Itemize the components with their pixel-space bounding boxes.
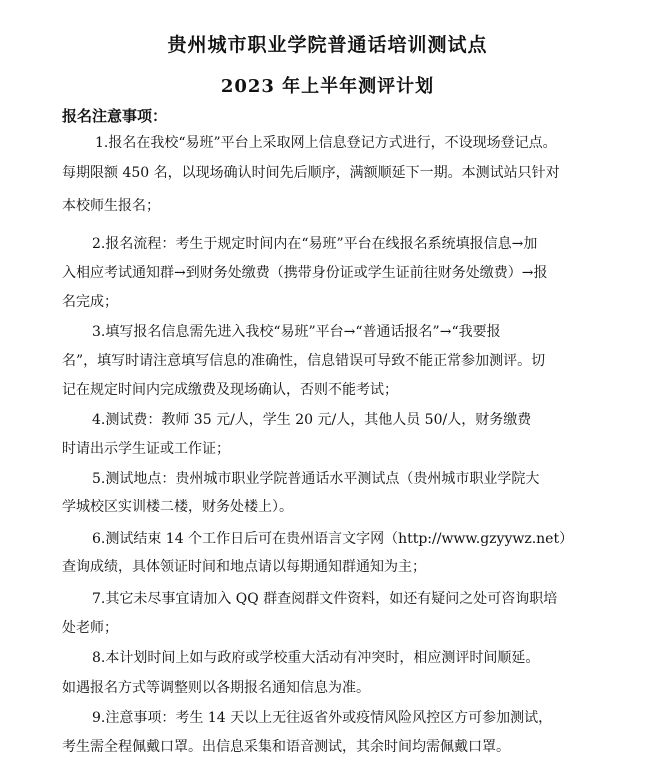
item-3-line-2: 名”，填写时请注意填写信息的准确性，信息错误可导致不能正常参加测评。切 [62, 353, 546, 369]
item-5-line-1: 5.测试地点：贵州城市职业学院普通话水平测试点（贵州城市职业学院大 [92, 471, 540, 487]
item-4-line-2: 时请出示学生证或工作证； [62, 441, 230, 457]
item-1-line-3: 本校师生报名； [62, 198, 160, 214]
document-subtitle: 2023 年上半年测评计划 [220, 76, 435, 97]
item-7-line-2: 处老师； [62, 620, 118, 636]
document-title: 贵州城市职业学院普通话培训测试点 [167, 34, 488, 56]
item-6-line-2: 查询成绩，具体领证时间和地点请以每期通知群通知为主； [62, 559, 426, 575]
item-2-line-2: 入相应考试通知群→到财务处缴费（携带身份证或学生证前往财务处缴费）→报 [62, 265, 548, 281]
item-9-line-2: 考生需全程佩戴口罩。出信息采集和语音测试，其余时间均需佩戴口罩。 [62, 739, 510, 755]
item-1-line-2: 每期限额 450 名，以现场确认时间先后顺序，满额顺延下一期。本测试站只针对 [62, 165, 560, 181]
item-8-line-1: 8.本计划时间上如与政府或学校重大活动有冲突时，相应测评时间顺延。 [92, 650, 540, 666]
item-2-line-1: 2.报名流程：考生于规定时间内在“易班”平台在线报名系统填报信息→加 [92, 236, 538, 252]
item-7-line-1: 7.其它未尽事宜请加入 QQ 群查阅群文件资料，如还有疑问之处可咨询职培 [92, 591, 558, 607]
item-4-line-1: 4.测试费：教师 35 元/人，学生 20 元/人，其他人员 50/人，财务缴费 [92, 412, 532, 428]
item-9-line-1: 9.注意事项：考生 14 天以上无往返省外或疫情风险风控区方可参加测试， [92, 710, 553, 726]
item-6-line-1: 6.测试结束 14 个工作日后可在贵州语言文字网（http://www.gzyywz.net） [92, 531, 574, 547]
notice-heading: 报名注意事项： [62, 107, 168, 125]
item-3-line-3: 记在规定时间内完成缴费及现场确认，否则不能考试； [62, 382, 398, 398]
item-3-line-1: 3.填写报名信息需先进入我校“易班”平台→“普通话报名”→“我要报 [92, 324, 501, 340]
item-2-line-3: 名完成； [62, 294, 118, 310]
item-5-line-2: 学城校区实训楼二楼，财务处楼上）。 [62, 499, 293, 515]
item-1-line-1: 1.报名在我校“易班”平台上采取网上信息登记方式进行，不设现场登记点。 [95, 135, 557, 151]
item-8-line-2: 如遇报名方式等调整则以各期报名通知信息为准。 [62, 680, 370, 696]
